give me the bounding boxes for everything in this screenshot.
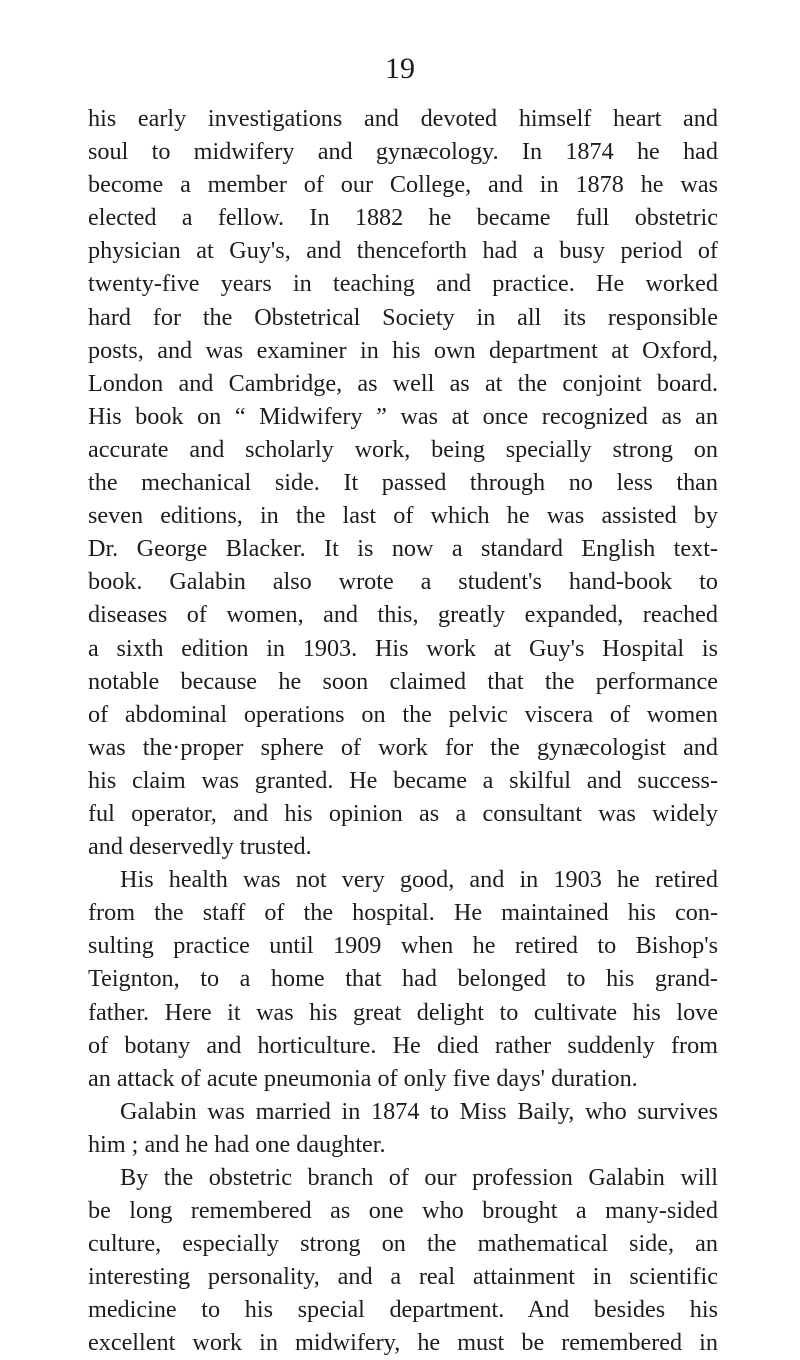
text-line: notable because he soon claimed that the performance <box>88 667 718 695</box>
paragraph <box>88 1095 718 1161</box>
text-line: sulting practice until 1909 when he retired to Bishop's <box>88 932 718 960</box>
text-line: his claim was granted. He became a skilful and success- <box>88 766 718 794</box>
text-line: seven editions, in the last of which he was assisted by <box>88 502 718 530</box>
text-line: His book on “ Midwifery ” was at once recognized as an <box>88 402 718 430</box>
text-line: an attack of acute pneumonia of only five days' duration. <box>88 1064 638 1092</box>
text-line: the mechanical side. It passed through no less than <box>88 469 718 497</box>
text-line: medicine to his special department. And besides his <box>88 1296 718 1324</box>
text-line: Dr. George Blacker. It is now a standard English text- <box>88 535 718 563</box>
text-line: physician at Guy's, and thenceforth had a busy period of <box>88 237 718 265</box>
text-line: book. Galabin also wrote a student's hand-book to <box>88 568 718 596</box>
text-line: accurate and scholarly work, being specially strong on <box>88 435 718 463</box>
text-line: a sixth edition in 1903. His work at Guy's Hospital is <box>88 634 718 662</box>
text-line: diseases of women, and this, greatly expanded, reached <box>88 601 718 629</box>
text-line: of botany and horticulture. He died rather suddenly from <box>88 1031 718 1059</box>
paragraph <box>88 863 718 1095</box>
text-line: soul to midwifery and gynæcology. In 1874 he had <box>88 138 718 166</box>
body-text <box>88 102 718 1360</box>
text-line: become a member of our College, and in 1878 he was <box>88 171 718 199</box>
text-line: was the·proper sphere of work for the gynæcologist and <box>88 733 718 761</box>
text-line: father. Here it was his great delight to cultivate his love <box>88 998 718 1026</box>
paragraph <box>88 1161 718 1360</box>
text-line: culture, especially strong on the mathematical side, an <box>88 1230 718 1258</box>
text-line: elected a fellow. In 1882 he became full obstetric <box>88 204 718 232</box>
text-line: be long remembered as one who brought a many-sided <box>88 1197 718 1225</box>
text-line: ful operator, and his opinion as a consultant was widely <box>88 799 718 827</box>
text-line: By the obstetric branch of our profession Galabin will <box>120 1164 718 1191</box>
text-line: hard for the Obstetrical Society in all its responsible <box>88 303 718 331</box>
text-line: Teignton, to a home that had belonged to his grand- <box>88 965 718 993</box>
text-line: his early investigations and devoted himself heart and <box>88 105 718 132</box>
text-line: excellent work in midwifery, he must be remembered in <box>88 1329 718 1357</box>
text-line: from the staff of the hospital. He maintained his con- <box>88 899 718 927</box>
text-line: Galabin was married in 1874 to Miss Baily, who survives <box>120 1097 718 1125</box>
text-line: His health was not very good, and in 1903 he retired <box>120 866 718 894</box>
text-line: and deservedly trusted. <box>88 833 312 861</box>
text-line: interesting personality, and a real attainment in scientific <box>88 1263 718 1291</box>
page-number: 19 <box>385 52 415 85</box>
text-line: London and Cambridge, as well as at the conjoint board. <box>88 369 718 397</box>
paragraph <box>88 102 718 863</box>
text-line: him ; and he had one daughter. <box>88 1130 386 1158</box>
text-line: posts, and was examiner in his own department at Oxford, <box>88 336 718 364</box>
text-line: of abdominal operations on the pelvic viscera of women <box>88 700 718 728</box>
text-line: twenty-five years in teaching and practice. He worked <box>88 270 718 298</box>
